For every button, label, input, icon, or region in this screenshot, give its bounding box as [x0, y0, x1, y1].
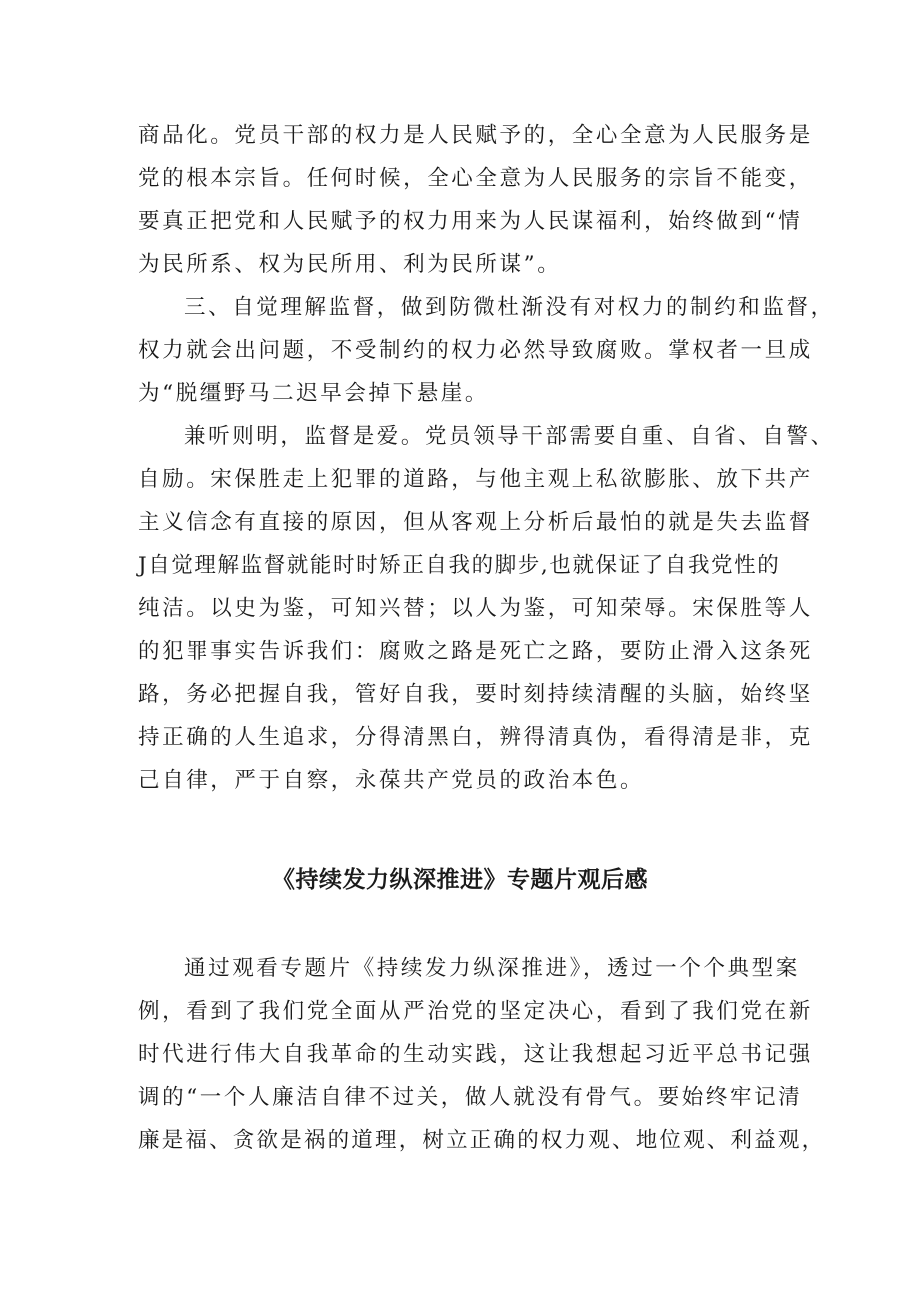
text-line: 例，看到了我们党全面从严治党的坚定决心，看到了我们党在新 — [138, 999, 813, 1024]
text-line: 廉是福、贪欲是祸的道理，树立正确的权力观、地位观、利益观， — [138, 1128, 826, 1153]
text-line: 要真正把党和人民赋予的权力用来为人民谋福利，始终做到“情 — [138, 209, 803, 234]
text-line: 的犯罪事实告诉我们：腐败之路是死亡之路，要防止滑入这条死 — [138, 639, 813, 664]
article-title: 《持续发力纵深推进》专题片观后感 — [272, 867, 648, 893]
text-line: 为民所系、权为民所用、利为民所谋”。 — [138, 252, 562, 277]
text-line: 为“脱缰野马二迟早会掉下悬崖。 — [138, 381, 489, 406]
text-line: 自励。宋保胜走上犯罪的道路，与他主观上私欲膨胀、放下共产 — [138, 467, 813, 492]
text-line: 商品化。党员干部的权力是人民赋予的，全心全意为人民服务是 — [138, 123, 813, 148]
text-line: 时代进行伟大自我革命的生动实践，这让我想起习近平总书记强 — [138, 1042, 813, 1067]
text-line: 兼听则明，监督是爱。党员领导干部需要自重、自省、自警、 — [184, 424, 835, 449]
text-line: 持正确的人生追求，分得清黑白，辨得清真伪，看得清是非，克 — [138, 725, 813, 750]
text-line: 路，务必把握自我，管好自我，要时刻持续清醒的头脑，始终坚 — [138, 682, 813, 707]
text-line: 主义信念有直接的原因，但从客观上分析后最怕的就是失去监督 — [138, 510, 813, 535]
text-line: 党的根本宗旨。任何时候，全心全意为人民服务的宗旨不能变， — [138, 166, 813, 191]
text-line: J自觉理解监督就能时时矫正自我的脚步,也就保证了自我党性的 — [138, 553, 781, 578]
text-line: 三、自觉理解监督，做到防微杜渐没有对权力的制约和监督， — [184, 295, 835, 320]
text-line: 权力就会出问题，不受制约的权力必然导致腐败。掌权者一旦成 — [138, 338, 813, 363]
text-line: 调的“一个人廉洁自律不过关，做人就没有骨气。要始终牢记清 — [138, 1085, 803, 1110]
text-line: 通过观看专题片《持续发力纵深推进》，透过一个个典型案 — [184, 956, 800, 981]
text-line: 己自律，严于自察，永葆共产党员的政治本色。 — [138, 768, 645, 793]
text-line: 纯洁。以史为鉴，可知兴替；以人为鉴，可知荣辱。宋保胜等人 — [138, 596, 813, 621]
